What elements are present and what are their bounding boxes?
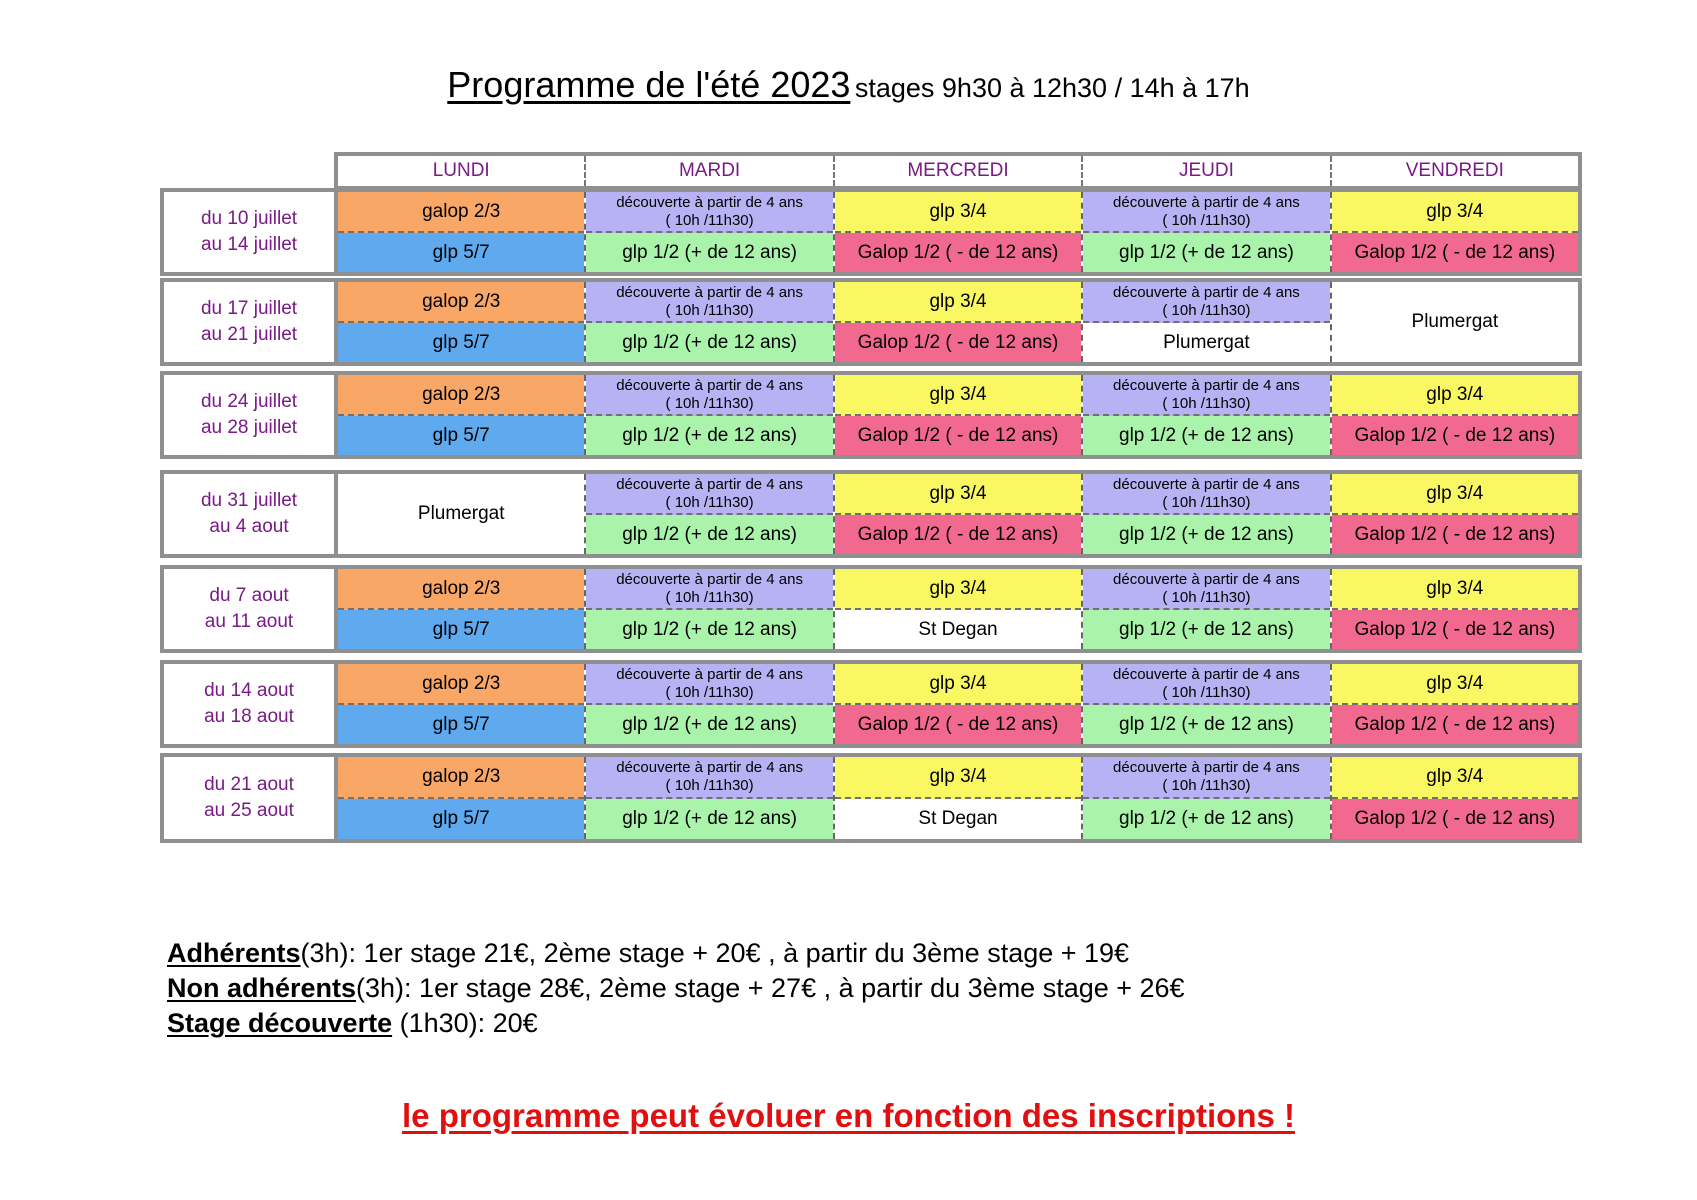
slot-morning: découverte à partir de 4 ans ( 10h /11h30): [586, 192, 832, 233]
slot-afternoon: glp 1/2 (+ de 12 ans): [1083, 799, 1329, 839]
day-cell: [586, 474, 834, 554]
pricing-label: Adhérents: [167, 938, 301, 968]
slot-afternoon: glp 1/2 (+ de 12 ans): [1083, 233, 1329, 272]
slot-afternoon: glp 5/7: [338, 233, 584, 272]
day-header-mardi: MARDI: [586, 156, 834, 186]
day-header-vendredi: VENDREDI: [1405, 160, 1504, 181]
slot-morning: découverte à partir de 4 ans ( 10h /11h30): [586, 757, 832, 799]
slot-afternoon: Galop 1/2 ( - de 12 ans): [1332, 799, 1578, 839]
slot-morning: découverte à partir de 4 ans ( 10h /11h30): [586, 375, 832, 416]
slot-afternoon: Galop 1/2 ( - de 12 ans): [835, 515, 1081, 554]
slot-afternoon: glp 5/7: [338, 416, 584, 455]
slot-afternoon: glp 1/2 (+ de 12 ans): [586, 799, 832, 839]
day-header-jeudi: JEUDI: [1083, 156, 1331, 186]
slot-morning: glp 3/4: [1332, 757, 1578, 799]
pricing-line: [167, 1006, 1185, 1041]
slot-afternoon: glp 1/2 (+ de 12 ans): [586, 416, 832, 455]
week-row: [160, 278, 1582, 366]
slot-morning: glp 3/4: [1332, 192, 1578, 233]
day-cell: [1083, 375, 1331, 455]
title-subtitle: stages 9h30 à 12h30 / 14h à 17h: [854, 73, 1250, 103]
week-label-line: du 14 aout: [204, 680, 294, 701]
week-label-line: du 7 aout: [209, 585, 289, 606]
week-label: [164, 664, 338, 744]
warning-notice: le programme peut évoluer en fonction des inscriptions !: [402, 1097, 1295, 1134]
slot-afternoon: Galop 1/2 ( - de 12 ans): [1332, 416, 1578, 455]
slot-afternoon: Galop 1/2 ( - de 12 ans): [1332, 705, 1578, 744]
day-cell: [586, 757, 834, 839]
pricing-line: [167, 936, 1185, 971]
day-cell: [338, 757, 586, 839]
day-cell: [586, 569, 834, 649]
week-label-line: au 18 aout: [204, 706, 294, 727]
slot-afternoon: Plumergat: [1083, 323, 1329, 362]
week-label: [164, 757, 338, 839]
day-cell: [1332, 569, 1578, 649]
day-cell: [1083, 664, 1331, 744]
day-cell: [586, 282, 834, 362]
week-label: [164, 192, 338, 272]
slot-afternoon: glp 1/2 (+ de 12 ans): [586, 705, 832, 744]
day-cell: [586, 664, 834, 744]
slot-afternoon: glp 1/2 (+ de 12 ans): [1083, 515, 1329, 554]
slot-morning: glp 3/4: [835, 757, 1081, 799]
slot-afternoon: glp 5/7: [338, 323, 584, 362]
day-cell: [835, 375, 1083, 455]
slot-morning: galop 2/3: [338, 757, 584, 799]
slot-afternoon: glp 1/2 (+ de 12 ans): [1083, 610, 1329, 649]
week-label-line: du 17 juillet: [200, 298, 298, 319]
slot-afternoon: Galop 1/2 ( - de 12 ans): [835, 416, 1081, 455]
day-header-mercredi: MERCREDI: [835, 156, 1083, 186]
slot-afternoon: glp 1/2 (+ de 12 ans): [1083, 416, 1329, 455]
slot-morning: glp 3/4: [1332, 569, 1578, 610]
slot-morning: galop 2/3: [338, 192, 584, 233]
slot-full-day: Plumergat: [338, 474, 584, 554]
day-cell: [835, 474, 1083, 554]
day-cell: [1332, 664, 1578, 744]
slot-morning: découverte à partir de 4 ans ( 10h /11h30): [1083, 192, 1329, 233]
day-cell: [835, 569, 1083, 649]
title-main: Programme de l'été 2023: [447, 64, 851, 105]
pricing-detail: (3h): 1er stage 28€, 2ème stage + 27€ , à partir du 3ème stage + 26€: [356, 973, 1185, 1003]
day-cell: [835, 664, 1083, 744]
slot-morning: découverte à partir de 4 ans ( 10h /11h30): [1083, 375, 1329, 416]
week-label-line: du 21 aout: [204, 774, 294, 795]
slot-morning: glp 3/4: [835, 375, 1081, 416]
week-label: [164, 474, 338, 554]
day-cell: [1083, 757, 1331, 839]
week-row: [160, 753, 1582, 843]
slot-afternoon: glp 1/2 (+ de 12 ans): [586, 323, 832, 362]
day-cell: [835, 757, 1083, 839]
week-label-line: au 25 aout: [204, 800, 294, 821]
day-cell: [338, 474, 586, 554]
pricing-detail: (3h): 1er stage 21€, 2ème stage + 20€ , à partir du 3ème stage + 19€: [300, 938, 1130, 968]
day-cell: [1332, 474, 1578, 554]
slot-afternoon: glp 1/2 (+ de 12 ans): [1083, 705, 1329, 744]
slot-morning: glp 3/4: [835, 282, 1081, 323]
day-header-row: [334, 152, 1582, 190]
day-cell: [338, 282, 586, 362]
slot-morning: découverte à partir de 4 ans ( 10h /11h30): [1083, 664, 1329, 705]
slot-afternoon: Galop 1/2 ( - de 12 ans): [835, 705, 1081, 744]
week-label-line: du 24 juillet: [200, 391, 298, 412]
day-cell: [338, 664, 586, 744]
slot-full-day: Plumergat: [1332, 282, 1578, 362]
pricing-section: [167, 936, 1185, 1041]
slot-afternoon: glp 1/2 (+ de 12 ans): [586, 515, 832, 554]
slot-morning: glp 3/4: [1332, 474, 1578, 515]
slot-morning: découverte à partir de 4 ans ( 10h /11h30): [586, 664, 832, 705]
day-cell: [338, 569, 586, 649]
week-label-line: au 4 aout: [209, 516, 289, 537]
week-row: [160, 660, 1582, 748]
week-row: [160, 470, 1582, 558]
slot-morning: découverte à partir de 4 ans ( 10h /11h30): [1083, 474, 1329, 515]
slot-afternoon: glp 5/7: [338, 705, 584, 744]
slot-morning: découverte à partir de 4 ans ( 10h /11h30): [586, 569, 832, 610]
slot-afternoon: Galop 1/2 ( - de 12 ans): [1332, 515, 1578, 554]
week-row: [160, 565, 1582, 653]
pricing-line: [167, 971, 1185, 1006]
slot-afternoon: Galop 1/2 ( - de 12 ans): [1332, 610, 1578, 649]
slot-afternoon: glp 1/2 (+ de 12 ans): [586, 233, 832, 272]
slot-morning: découverte à partir de 4 ans ( 10h /11h30): [1083, 569, 1329, 610]
pricing-label: Non adhérents: [167, 973, 357, 1003]
week-label: [164, 282, 338, 362]
slot-morning: glp 3/4: [835, 569, 1081, 610]
day-cell: [1332, 757, 1578, 839]
week-label-line: du 10 juillet: [200, 208, 298, 229]
week-row: [160, 371, 1582, 459]
slot-morning: glp 3/4: [835, 474, 1081, 515]
week-label: [164, 569, 338, 649]
week-row: [160, 188, 1582, 276]
week-label: [164, 375, 338, 455]
pricing-detail: (1h30): 20€: [392, 1008, 538, 1038]
slot-morning: découverte à partir de 4 ans ( 10h /11h30): [1083, 282, 1329, 323]
page-title: [0, 64, 1697, 106]
pricing-label: Stage découverte: [167, 1008, 393, 1038]
slot-afternoon: Galop 1/2 ( - de 12 ans): [835, 233, 1081, 272]
slot-morning: découverte à partir de 4 ans ( 10h /11h30): [586, 282, 832, 323]
slot-afternoon: glp 1/2 (+ de 12 ans): [586, 610, 832, 649]
day-cell: [1332, 192, 1578, 272]
day-cell: [835, 192, 1083, 272]
week-label-line: du 31 juillet: [200, 490, 298, 511]
slot-morning: glp 3/4: [835, 192, 1081, 233]
day-cell: [835, 282, 1083, 362]
day-cell: [338, 192, 586, 272]
slot-morning: galop 2/3: [338, 282, 584, 323]
day-cell: [338, 375, 586, 455]
slot-morning: galop 2/3: [338, 375, 584, 416]
slot-morning: découverte à partir de 4 ans ( 10h /11h30): [586, 474, 832, 515]
slot-morning: découverte à partir de 4 ans ( 10h /11h30): [1083, 757, 1329, 799]
week-label-line: au 28 juillet: [200, 417, 298, 438]
week-label-line: au 21 juillet: [200, 324, 298, 345]
day-cell: [586, 375, 834, 455]
day-cell: [1083, 192, 1331, 272]
slot-morning: glp 3/4: [835, 664, 1081, 705]
week-label-line: au 11 aout: [204, 611, 294, 632]
slot-morning: galop 2/3: [338, 569, 584, 610]
day-cell: [1332, 375, 1578, 455]
slot-afternoon: Galop 1/2 ( - de 12 ans): [835, 323, 1081, 362]
day-header-lundi: LUNDI: [338, 156, 586, 186]
day-cell: [1083, 282, 1331, 362]
slot-afternoon: St Degan: [835, 610, 1081, 649]
slot-afternoon: glp 5/7: [338, 610, 584, 649]
slot-afternoon: Galop 1/2 ( - de 12 ans): [1332, 233, 1578, 272]
slot-afternoon: St Degan: [835, 799, 1081, 839]
slot-afternoon: glp 5/7: [338, 799, 584, 839]
slot-morning: galop 2/3: [338, 664, 584, 705]
week-label-line: au 14 juillet: [200, 234, 298, 255]
day-cell: [586, 192, 834, 272]
day-cell: [1083, 569, 1331, 649]
slot-morning: glp 3/4: [1332, 664, 1578, 705]
day-cell: [1083, 474, 1331, 554]
day-cell: [1332, 282, 1578, 362]
slot-morning: glp 3/4: [1332, 375, 1578, 416]
